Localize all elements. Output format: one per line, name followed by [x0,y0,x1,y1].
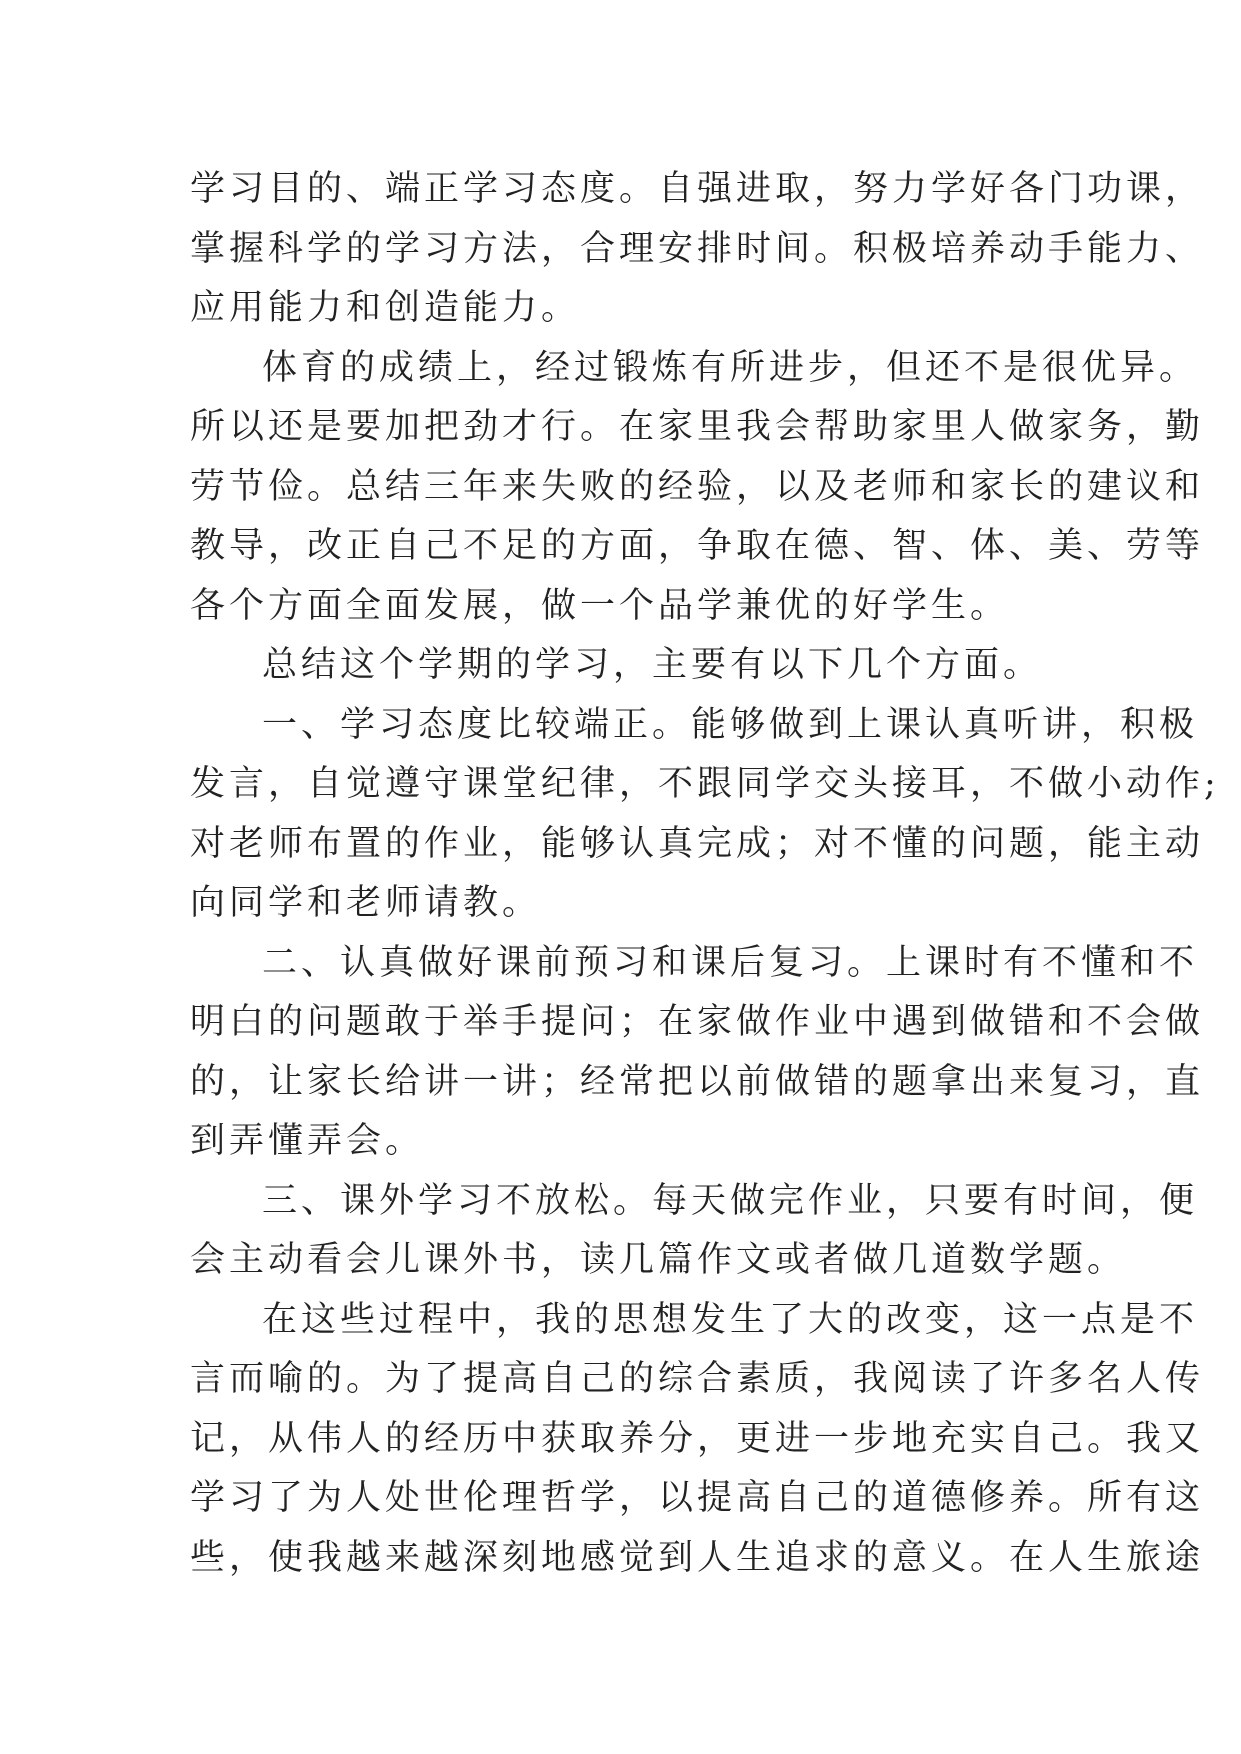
text-line: 一、学习态度比较端正。能够做到上课认真听讲，积极 [262,704,1199,745]
text-line: 二、认真做好课前预习和课后复习。上课时有不懂和不 [262,942,1199,983]
text-line: 劳节俭。总结三年来失败的经验，以及老师和家长的建议和 [190,466,1205,507]
text-line: 言而喻的。为了提高自己的综合素质，我阅读了许多名人传 [190,1359,1205,1399]
text-line: 些，使我越来越深刻地感觉到人生追求的意义。在人生旅途 [190,1537,1205,1578]
text-line: 向同学和老师请教。 [190,883,542,923]
text-line: 学习目的、端正学习态度。自强进取，努力学好各门功课， [190,169,1205,209]
text-line: 各个方面全面发展，做一个品学兼优的好学生。 [190,585,1010,626]
body-text [190,160,1220,1588]
text-line: 应用能力和创造能力。 [190,288,581,328]
text-line: 掌握科学的学习方法，合理安排时间。积极培养动手能力、 [190,228,1205,269]
text-line: 明白的问题敢于举手提问；在家做作业中遇到做错和不会做 [190,1002,1205,1042]
text-line: 体育的成绩上，经过锻炼有所进步，但还不是很优异。 [262,347,1199,388]
text-line: 在这些过程中，我的思想发生了大的改变，这一点是不 [262,1299,1199,1340]
text-line: 发言，自觉遵守课堂纪律，不跟同学交头接耳，不做小动作; [190,764,1220,804]
text-line: 三、课外学习不放松。每天做完作业，只要有时间，便 [262,1180,1199,1221]
text-line: 的，让家长给讲一讲；经常把以前做错的题拿出来复习，直 [190,1061,1205,1102]
text-line: 记，从伟人的经历中获取养分，更进一步地充实自己。我又 [190,1418,1205,1459]
text-line: 会主动看会儿课外书，读几篇作文或者做几道数学题。 [190,1240,1127,1280]
text-line: 教导，改正自己不足的方面，争取在德、智、体、美、劳等 [190,526,1205,566]
text-line: 学习了为人处世伦理哲学，以提高自己的道德修养。所有这 [190,1478,1205,1518]
text-line: 到弄懂弄会。 [190,1121,425,1161]
text-line: 总结这个学期的学习，主要有以下几个方面。 [262,645,1043,685]
text-line: 对老师布置的作业，能够认真完成；对不懂的问题，能主动 [190,823,1205,864]
text-line: 所以还是要加把劲才行。在家里我会帮助家里人做家务，勤 [190,407,1205,447]
